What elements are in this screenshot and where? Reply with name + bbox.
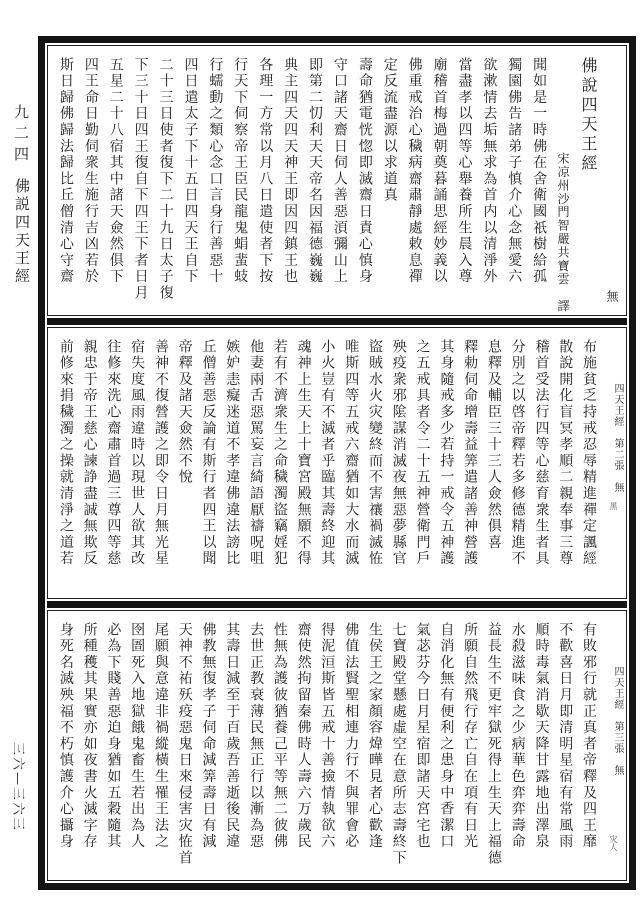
text-column: 齋使然拘留秦佛時人壽六万歲民 bbox=[295, 621, 312, 850]
text-columns-bottom bbox=[58, 622, 596, 869]
register-top bbox=[47, 45, 627, 316]
text-column: 壽命猶電恍惚即滅齋日責心慎身 bbox=[356, 57, 373, 286]
sheet-mark-2-tiny-note: 黑 bbox=[609, 502, 618, 511]
sheet-mark-3-tiny-note: 灾人 bbox=[609, 834, 618, 851]
text-column: 其身隨戒多少若持一戒令五神護 bbox=[438, 339, 455, 568]
text-column: 丘僧善惡反論有斯行者四王以聞 bbox=[200, 339, 217, 568]
text-column: 稽首受法行四等心慈育衆生者具 bbox=[533, 339, 550, 568]
text-column: 各理一方常以月八日遣使者下按 bbox=[257, 57, 274, 286]
text-columns-top bbox=[57, 57, 598, 313]
text-column: 盜賊水火灾變終而不害禳禍滅恠 bbox=[366, 339, 383, 568]
sutra-title-column: 佛說四天王經 bbox=[579, 57, 598, 174]
text-column: 往修來洗心齋肅首過三尊四等慈 bbox=[105, 339, 122, 568]
text-column: 所種穫其果實亦如夜書火滅字存 bbox=[81, 621, 98, 850]
text-column: 必為下賤善惡迫身猶如五穀隨其 bbox=[105, 621, 122, 850]
text-column: 釋勅伺命增壽益筭遣諸善神營護 bbox=[462, 339, 479, 568]
text-column: 五星二十八宿其中諸天僉然俱下 bbox=[107, 57, 124, 286]
text-column: 二十三日使者復下二十九日太子復 bbox=[157, 57, 174, 302]
text-column: 帝釋及諸天僉然不悅 bbox=[176, 339, 193, 487]
text-column: 不歡喜日月即清明星宿有常風雨 bbox=[557, 621, 574, 850]
text-column: 行天下伺察帝王臣民龍鬼蜎蜚蚑 bbox=[232, 57, 249, 286]
text-column: 下三十日四王復自下四王下者日月 bbox=[132, 57, 149, 302]
text-column: 性無為護彼猶養己平等無二彼佛 bbox=[271, 621, 288, 850]
text-column: 廟稽首梅過朝奠暮誦思經妙義以 bbox=[431, 57, 448, 286]
translator-column: 宋凉州沙門智嚴共寶雲 譯 bbox=[555, 152, 570, 313]
register-middle bbox=[47, 327, 627, 598]
text-column: 佛教無復孝子伺命減筭壽日有減 bbox=[200, 621, 217, 850]
text-column: 宿失度風雨違時以現世人欲其改 bbox=[129, 339, 146, 568]
text-column: 親忠于帝王慈心諫諍盡誠無欺反 bbox=[81, 339, 98, 568]
margin-folio-range: 三六—三六三 bbox=[10, 742, 25, 833]
text-column: 有敗邪行就正真者帝釋及四王靡 bbox=[581, 621, 597, 850]
text-column: 天神不祐殀疫惡鬼日來侵害灾恠首 bbox=[176, 621, 193, 867]
text-column: 聞如是一時佛在舍衛國祇樹給孤 bbox=[531, 57, 548, 286]
text-column: 其壽日減至于百歲吾善逝後民違 bbox=[224, 621, 241, 850]
text-column: 所願自然飛行存亡自在項有日光 bbox=[462, 621, 479, 850]
text-column: 前修來捐穢濁之操就清淨之道若 bbox=[57, 339, 74, 568]
sheet-mark-hanhao-1: 無 bbox=[605, 290, 619, 302]
text-column: 斯日歸佛歸法歸比丘僧清心守齋 bbox=[57, 57, 74, 286]
sheet-mark-2: 四天王經 第二張 無 bbox=[612, 383, 623, 494]
text-column: 行蠕動之類心念口言身行善惡十 bbox=[207, 57, 224, 286]
register-bottom bbox=[47, 610, 627, 881]
text-column: 分別之以啓帝釋若多修德精進不 bbox=[509, 339, 526, 568]
text-column: 囹圄死入地獄餓鬼畜生若出為人 bbox=[129, 621, 146, 850]
text-column: 佛重戒治心穢病齋肅靜處敕息禪 bbox=[406, 57, 423, 286]
text-column: 他妻兩舌惡罵妄言綺語厭禱呪咀 bbox=[248, 339, 265, 568]
text-column: 善神不復營護之即令日月無光星 bbox=[152, 339, 169, 568]
text-column: 欲漱情去垢無求為首内以清淨外 bbox=[481, 57, 498, 286]
text-column: 七寶殿堂懸處虛空在意所志壽終下 bbox=[390, 621, 407, 867]
text-column: 即第二忉利天天帝名因福德巍巍 bbox=[307, 57, 324, 286]
register-divider-1 bbox=[47, 318, 627, 325]
sheet-mark-3: 四天王經 第三張 無 bbox=[612, 665, 623, 776]
text-column: 嫉妒恚癡迷道不孝違佛違法謗比 bbox=[224, 339, 241, 568]
text-column: 魂神上生天上十寶宮殿無願不得 bbox=[295, 339, 312, 568]
text-column: 身死名滅殃福不朽慎護介心攝身 bbox=[57, 621, 74, 850]
text-column: 之五戒具者令二十五神營衛門戶 bbox=[414, 339, 431, 568]
text-column: 息釋及輔臣三十三人僉然俱喜 bbox=[485, 339, 502, 552]
text-column: 氣苾芬今日月星宿即諸天宮宅也 bbox=[414, 621, 431, 850]
register-divider-2 bbox=[47, 601, 627, 608]
text-column: 順時毒氣消歇天降甘露地出澤泉 bbox=[533, 621, 550, 850]
text-column: 尾願與意違非禍縱橫生罹王法之 bbox=[152, 621, 169, 850]
text-column: 殃疫衆邪隂謀消滅夜無惡夢縣官 bbox=[390, 339, 407, 568]
text-column: 典主四天四天神王即因四鎮王也 bbox=[282, 57, 299, 286]
text-column: 獨園佛告諸弟子慎介心念無愛六 bbox=[506, 57, 523, 286]
text-column: 散說開化盲冥孝順二親奉事三尊 bbox=[557, 339, 574, 568]
text-column: 布施貧乏持戒忍辱精進禪定諷經 bbox=[581, 339, 597, 568]
text-column: 定反流盡源以求道真 bbox=[381, 57, 398, 204]
margin-running-title: 佛説四天王經 bbox=[13, 178, 31, 286]
text-column: 得泥洹斯皆五戒十善撿情執欲六 bbox=[319, 621, 336, 850]
registers bbox=[47, 45, 627, 881]
text-column: 四日遣太子下十五日四天王自下 bbox=[182, 57, 199, 286]
text-column: 唯斯四等五戒六齋猶如大水而滅 bbox=[343, 339, 360, 568]
text-column: 若有不濟衆生之命穢濁盜竊婬犯 bbox=[271, 339, 288, 568]
text-column: 佛值法賢聖相連力行不與罪會必 bbox=[343, 621, 360, 850]
margin-page-code: 九二四 bbox=[12, 104, 30, 167]
text-column: 當盡孝以四等心舉養所生晨入尊 bbox=[456, 57, 473, 286]
text-column: 水殺滋味食之少病華色弈弈壽命 bbox=[509, 621, 526, 850]
text-column: 自消化無有便利之患身中香潔口 bbox=[438, 621, 455, 850]
text-columns-middle bbox=[58, 339, 596, 586]
text-column: 去世正教衰薄民無正行以漸為惡 bbox=[248, 621, 265, 850]
text-column: 生侯王之家顏容煒曄見者心歡逢 bbox=[366, 621, 383, 850]
text-column: 小火豈有不滅者乎臨其壽終迎其 bbox=[319, 339, 336, 568]
text-column: 益長生不更牢獄死得上生天上福德 bbox=[485, 621, 502, 867]
page-frame bbox=[38, 36, 636, 890]
text-column: 守口諸天齋日伺人善惡湏彌山上 bbox=[331, 57, 348, 286]
text-column: 四王命日勤伺衆生施行吉凶若於 bbox=[82, 57, 99, 286]
